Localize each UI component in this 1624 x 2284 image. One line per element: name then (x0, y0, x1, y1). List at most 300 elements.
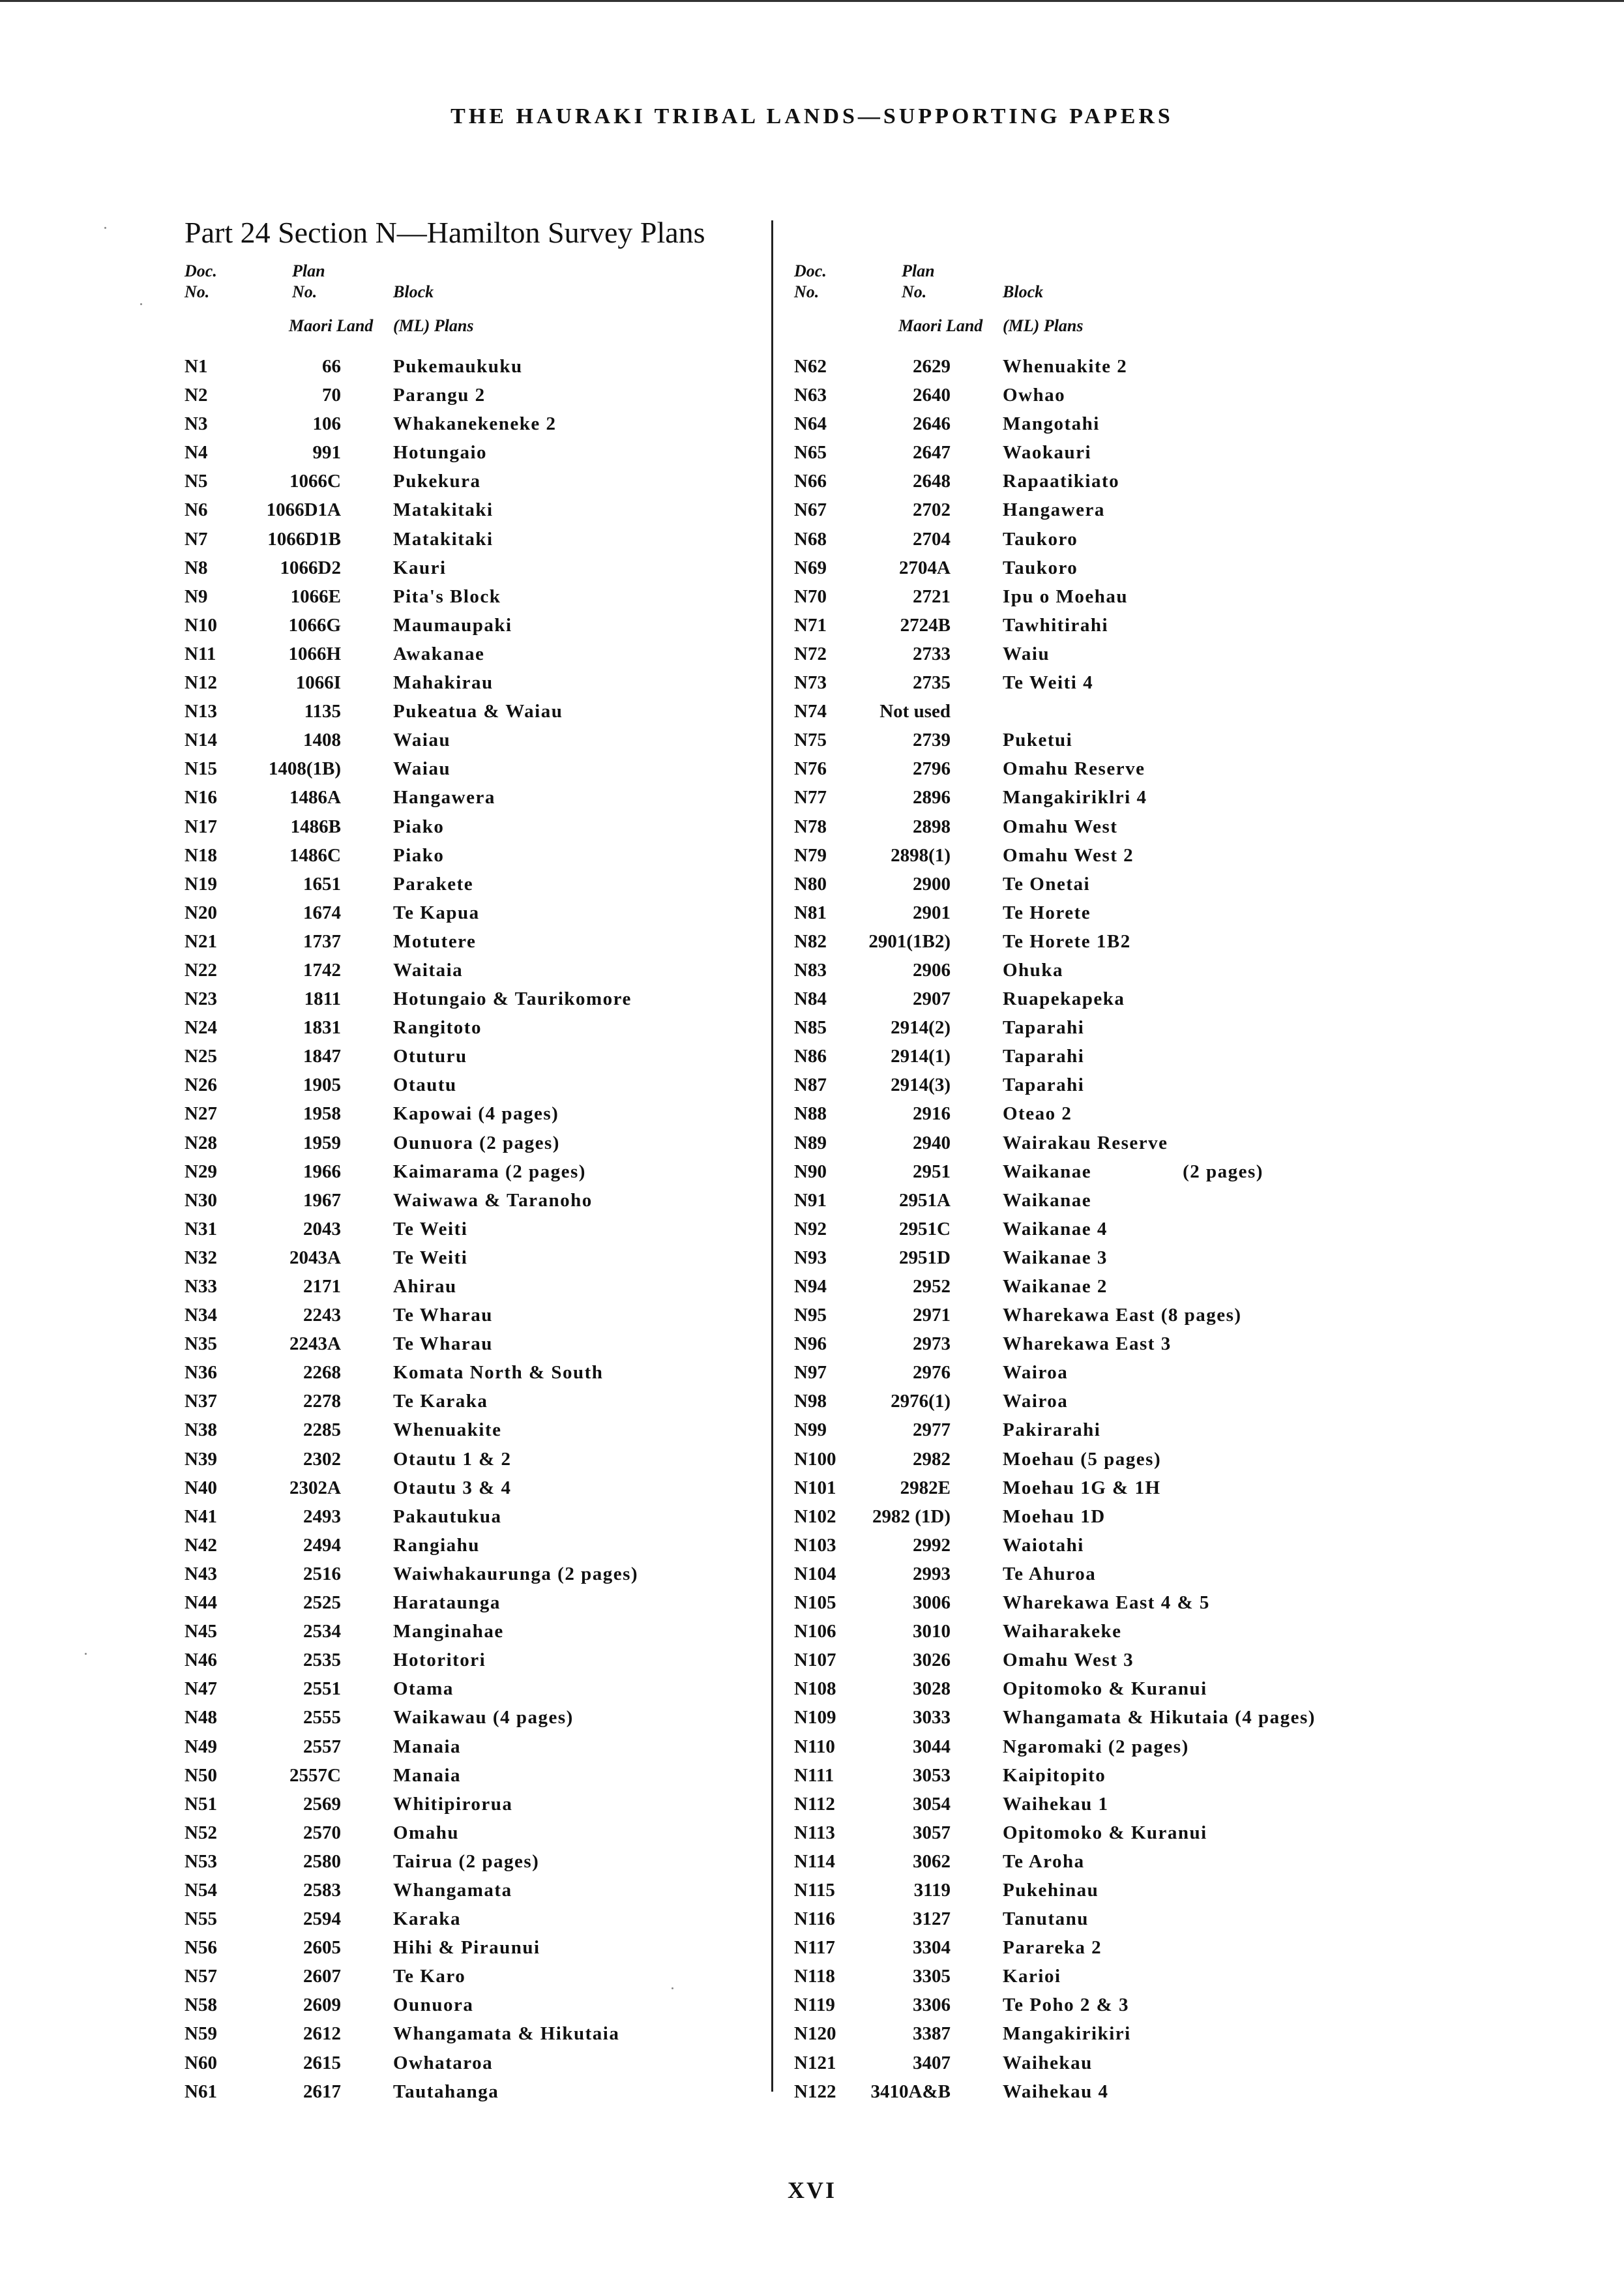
plan-number: 3119 (913, 1879, 951, 1901)
doc-number: N22 (185, 959, 217, 981)
doc-header (185, 261, 217, 303)
doc-number: N121 (794, 2052, 836, 2073)
doc-number: N7 (185, 528, 208, 550)
plan-number: 3054 (913, 1793, 951, 1815)
plan-number: 2534 (303, 1621, 341, 1642)
block-name: Whakanekeneke 2 (393, 413, 557, 435)
plan-number: 2278 (303, 1391, 341, 1412)
block-name: Manaia (393, 1764, 462, 1786)
block-name: Pukekura (393, 471, 481, 492)
plan-number: 2914(3) (891, 1075, 951, 1096)
plan-number: 3033 (913, 1707, 951, 1728)
plan-number: 2516 (303, 1563, 341, 1584)
scan-speck (140, 303, 142, 305)
block-name: Tautahanga (393, 2081, 499, 2102)
block-name: Waitaia (393, 959, 464, 981)
block-name: Waiotahi (1003, 1534, 1084, 1556)
doc-number: N116 (794, 1908, 835, 1930)
plan-number: 2982 (913, 1448, 951, 1470)
plan-number: 1486C (289, 844, 341, 866)
block-name: Moehau 1G & 1H (1003, 1477, 1161, 1498)
doc-number: N113 (794, 1822, 835, 1843)
plan-number: 2898(1) (891, 844, 951, 866)
doc-number: N104 (794, 1563, 836, 1584)
block-name: Waiwhakaurunga (2 pages) (393, 1563, 639, 1584)
plan-number: 2551 (303, 1678, 341, 1700)
plan-header-line1: Plan (292, 261, 325, 280)
doc-number: N26 (185, 1075, 217, 1096)
block-name: Whitipirorua (393, 1793, 513, 1815)
doc-number: N42 (185, 1534, 217, 1556)
block-name: Otautu (393, 1075, 457, 1096)
block-name: Pukemaukuku (393, 356, 523, 377)
doc-number: N60 (185, 2052, 217, 2073)
block-name: Omahu West 2 (1003, 844, 1134, 866)
block-name: Wairakau Reserve (1003, 1132, 1168, 1153)
plan-header-line1: Plan (902, 261, 935, 280)
block-name: Rapaatikiato (1003, 471, 1120, 492)
plan-number: 2043A (289, 1247, 341, 1268)
doc-number: N3 (185, 413, 208, 435)
doc-number: N20 (185, 902, 217, 923)
doc-number: N52 (185, 1822, 217, 1843)
plan-number: 2594 (303, 1908, 341, 1930)
block-name: Opitomoko & Kuranui (1003, 1678, 1207, 1700)
plan-number: 1066D1B (267, 528, 341, 550)
doc-number: N55 (185, 1908, 217, 1930)
doc-number: N114 (794, 1850, 835, 1872)
doc-number: N101 (794, 1477, 836, 1498)
plan-number: 2646 (913, 413, 951, 435)
block-name: Ngaromaki (2 pages) (1003, 1736, 1189, 1757)
block-name: Wharekawa East 4 & 5 (1003, 1592, 1210, 1614)
plan-number: 1135 (304, 701, 341, 722)
plan-number: 2607 (303, 1966, 341, 1987)
block-name: Pita's Block (393, 586, 501, 607)
doc-number: N18 (185, 844, 217, 866)
block-name: Te Kapua (393, 902, 480, 923)
plan-number: 2952 (913, 1276, 951, 1297)
doc-number: N15 (185, 758, 217, 780)
doc-number: N78 (794, 816, 827, 837)
block-name: Ohuka (1003, 959, 1063, 981)
plan-number: 2796 (913, 758, 951, 780)
plan-number: 2739 (913, 730, 951, 751)
block-name: Taparahi (1003, 1017, 1085, 1039)
plan-number: 1066C (289, 471, 341, 492)
plan-number: 2617 (303, 2081, 341, 2102)
plan-number: 1966 (303, 1161, 341, 1182)
ml-plans-subheading: (ML) Plans (393, 316, 474, 335)
plan-number: 2535 (303, 1650, 341, 1671)
block-name: Mangakiriklri 4 (1003, 787, 1147, 808)
block-name: Ipu o Moehau (1003, 586, 1129, 607)
plan-number: 1066D2 (280, 557, 341, 578)
block-name: Whangamata & Hikutaia (4 pages) (1003, 1707, 1316, 1728)
plan-number: 3387 (913, 2023, 951, 2045)
plan-number: 1066I (295, 672, 341, 694)
plan-number: 1651 (303, 873, 341, 895)
doc-number: N8 (185, 557, 208, 578)
block-name: Hangawera (393, 787, 495, 808)
doc-number: N33 (185, 1276, 217, 1297)
doc-number: N107 (794, 1650, 836, 1671)
plan-number: 1674 (303, 902, 341, 923)
doc-number: N61 (185, 2081, 217, 2102)
plan-number: 2907 (913, 988, 951, 1010)
block-name: Parareka 2 (1003, 1937, 1102, 1959)
block-name: Te Poho 2 & 3 (1003, 1995, 1130, 2016)
doc-number: N83 (794, 959, 827, 981)
plan-number: 2993 (913, 1563, 951, 1584)
plan-number: 2615 (303, 2052, 341, 2073)
column-divider (771, 220, 773, 2092)
block-name: Ahirau (393, 1276, 457, 1297)
plan-number: 1737 (303, 930, 341, 952)
plan-number: 2951A (899, 1189, 951, 1211)
doc-number: N72 (794, 643, 827, 664)
doc-number: N29 (185, 1161, 217, 1182)
block-name: Maumaupaki (393, 614, 512, 636)
doc-number: N38 (185, 1419, 217, 1441)
doc-number: N28 (185, 1132, 217, 1153)
plan-number: Not used (879, 701, 951, 722)
doc-number: N11 (185, 643, 216, 664)
block-name: Pakautukua (393, 1505, 502, 1527)
section-title: Part 24 Section N—Hamilton Survey Plans (185, 216, 705, 249)
plan-number: 2982E (900, 1477, 951, 1498)
block-name: Whenuakite 2 (1003, 356, 1128, 377)
plan-number: 2243A (289, 1333, 341, 1355)
doc-number: N120 (794, 2023, 836, 2045)
doc-number: N90 (794, 1161, 827, 1182)
block-name: Mangotahi (1003, 413, 1100, 435)
block-name: Pukeatua & Waiau (393, 701, 563, 722)
block-name: Moehau (5 pages) (1003, 1448, 1162, 1470)
doc-number: N102 (794, 1505, 836, 1527)
plan-number: 1066D1A (266, 499, 341, 521)
block-name: Rangiahu (393, 1534, 480, 1556)
plan-number: 3306 (913, 1995, 951, 2016)
plan-number: 2898 (913, 816, 951, 837)
doc-number: N88 (794, 1103, 827, 1125)
block-name: Waikawau (4 pages) (393, 1707, 574, 1728)
block-name: Otautu 3 & 4 (393, 1477, 512, 1498)
doc-number: N77 (794, 787, 827, 808)
plan-number: 2916 (913, 1103, 951, 1125)
block-name: Ruapekapeka (1003, 988, 1125, 1010)
plan-number: 2640 (913, 385, 951, 406)
plan-number: 1905 (303, 1075, 341, 1096)
plan-number: 1958 (303, 1103, 341, 1125)
block-name: Piako (393, 844, 445, 866)
plan-number: 2900 (913, 873, 951, 895)
doc-number: N76 (794, 758, 827, 780)
doc-number: N92 (794, 1218, 827, 1239)
plan-number: 2982 (1D) (872, 1505, 951, 1527)
scan-speck (672, 1987, 673, 1989)
doc-number: N103 (794, 1534, 836, 1556)
block-header: Block (393, 282, 434, 301)
block-name: Opitomoko & Kuranui (1003, 1822, 1207, 1843)
plan-number: 2570 (303, 1822, 341, 1843)
plan-number: 66 (322, 356, 341, 377)
plan-number: 1066G (288, 614, 341, 636)
block-name: Waikanae (2 pages) (1003, 1161, 1263, 1182)
doc-number: N112 (794, 1793, 835, 1815)
doc-number: N97 (794, 1362, 827, 1384)
doc-number: N31 (185, 1218, 217, 1239)
plan-number: 2951 (913, 1161, 951, 1182)
block-name: Te Weiti (393, 1218, 468, 1239)
block-name: Hotungaio (393, 442, 488, 464)
plan-number: 2493 (303, 1505, 341, 1527)
plan-number: 3006 (913, 1592, 951, 1614)
doc-header-line1: Doc. (794, 261, 827, 280)
plan-number: 3305 (913, 1966, 951, 1987)
doc-number: N73 (794, 672, 827, 694)
block-name: Kaimarama (2 pages) (393, 1161, 586, 1182)
block-name: Waikanae 3 (1003, 1247, 1108, 1268)
block-name: Whenuakite (393, 1419, 502, 1441)
doc-number: N63 (794, 385, 827, 406)
doc-number: N30 (185, 1189, 217, 1211)
block-name: Waikanae 2 (1003, 1276, 1108, 1297)
block-name: Otama (393, 1678, 454, 1700)
block-name: Mahakirau (393, 672, 494, 694)
block-name: Moehau 1D (1003, 1505, 1106, 1527)
plan-number: 1831 (303, 1017, 341, 1039)
doc-number: N19 (185, 873, 217, 895)
block-name: Waikanae (1003, 1189, 1092, 1211)
plan-number: 2555 (303, 1707, 341, 1728)
doc-number: N39 (185, 1448, 217, 1470)
plan-number: 2569 (303, 1793, 341, 1815)
doc-number: N14 (185, 730, 217, 751)
doc-number: N54 (185, 1879, 217, 1901)
doc-number: N108 (794, 1678, 836, 1700)
plan-number: 2647 (913, 442, 951, 464)
block-name: Wharekawa East (8 pages) (1003, 1305, 1242, 1326)
block-name: Te Weiti 4 (1003, 672, 1094, 694)
block-name: Waiau (393, 730, 451, 751)
block-name: Te Karo (393, 1966, 466, 1987)
plan-number: 3053 (913, 1764, 951, 1786)
block-name: Waiharakeke (1003, 1621, 1122, 1642)
block-name: Pakirarahi (1003, 1419, 1101, 1441)
doc-number: N81 (794, 902, 827, 923)
block-name: Motutere (393, 930, 477, 952)
doc-number: N21 (185, 930, 217, 952)
block-name: Taukoro (1003, 528, 1078, 550)
doc-number: N27 (185, 1103, 217, 1125)
doc-number: N91 (794, 1189, 827, 1211)
doc-number: N85 (794, 1017, 827, 1039)
doc-number: N43 (185, 1563, 217, 1584)
plan-number: 2648 (913, 471, 951, 492)
doc-number: N105 (794, 1592, 836, 1614)
doc-number: N32 (185, 1247, 217, 1268)
block-name: Te Onetai (1003, 873, 1091, 895)
block-name: Tawhitirahi (1003, 614, 1109, 636)
doc-number: N5 (185, 471, 208, 492)
doc-number: N68 (794, 528, 827, 550)
block-name: Tanutanu (1003, 1908, 1089, 1930)
plan-number: 3057 (913, 1822, 951, 1843)
doc-number: N84 (794, 988, 827, 1010)
doc-number: N1 (185, 356, 208, 377)
plan-number: 2724B (900, 614, 951, 636)
plan-header-line2: No. (292, 282, 317, 301)
plan-number: 2583 (303, 1879, 341, 1901)
block-name: Waihekau 1 (1003, 1793, 1109, 1815)
block-name: Waikanae 4 (1003, 1218, 1108, 1239)
plan-header-line2: No. (902, 282, 927, 301)
doc-number: N69 (794, 557, 827, 578)
block-name: Whangamata & Hikutaia (393, 2023, 620, 2045)
plan-number: 2525 (303, 1592, 341, 1614)
maori-land-subheading: Maori Land (289, 316, 374, 335)
plan-number: 2629 (913, 356, 951, 377)
plan-number: 2735 (913, 672, 951, 694)
doc-number: N13 (185, 701, 217, 722)
plan-number: 3062 (913, 1850, 951, 1872)
plan-number: 1847 (303, 1046, 341, 1067)
block-name: Oteao 2 (1003, 1103, 1072, 1125)
doc-number: N36 (185, 1362, 217, 1384)
doc-number: N49 (185, 1736, 217, 1757)
doc-number: N6 (185, 499, 208, 521)
plan-number: 2901 (913, 902, 951, 923)
scan-speck (85, 1653, 87, 1655)
block-name: Ounuora (2 pages) (393, 1132, 560, 1153)
plan-number: 2992 (913, 1534, 951, 1556)
plan-number: 1066H (288, 643, 341, 664)
top-rule (0, 0, 1624, 2)
plan-number: 2704A (899, 557, 951, 578)
block-name: Taparahi (1003, 1075, 1085, 1096)
plan-number: 2940 (913, 1132, 951, 1153)
doc-number: N75 (794, 730, 827, 751)
block-name: Hihi & Piraunui (393, 1937, 540, 1959)
doc-number: N106 (794, 1621, 836, 1642)
scan-speck (104, 227, 106, 229)
plan-number: 106 (312, 413, 341, 435)
plan-number: 2914(1) (891, 1046, 951, 1067)
running-head: THE HAURAKI TRIBAL LANDS—SUPPORTING PAPERS (450, 104, 1174, 128)
doc-number: N56 (185, 1937, 217, 1959)
plan-header (292, 261, 325, 303)
block-name: Taparahi (1003, 1046, 1085, 1067)
plan-number: 2896 (913, 787, 951, 808)
plan-number: 2721 (913, 586, 951, 607)
block-name: Parangu 2 (393, 385, 486, 406)
doc-number: N93 (794, 1247, 827, 1268)
doc-number: N82 (794, 930, 827, 952)
doc-number: N24 (185, 1017, 217, 1039)
plan-number: 2977 (913, 1419, 951, 1441)
block-name: Ounuora (393, 1995, 474, 2016)
block-name: Tairua (2 pages) (393, 1850, 540, 1872)
plan-number: 3028 (913, 1678, 951, 1700)
plan-number: 2580 (303, 1850, 341, 1872)
block-name: Te Ahuroa (1003, 1563, 1097, 1584)
block-name: Waiau (393, 758, 451, 780)
block-name: Omahu Reserve (1003, 758, 1145, 780)
plan-number: 1959 (303, 1132, 341, 1153)
block-name: Hotungaio & Taurikomore (393, 988, 632, 1010)
plan-number: 2609 (303, 1995, 341, 2016)
block-name: Otautu 1 & 2 (393, 1448, 512, 1470)
doc-number: N47 (185, 1678, 217, 1700)
plan-number: 2971 (913, 1305, 951, 1326)
plan-number: 2906 (913, 959, 951, 981)
plan-number: 3127 (913, 1908, 951, 1930)
block-name: Owhao (1003, 385, 1066, 406)
block-name: Karaka (393, 1908, 462, 1930)
plan-number: 2976 (913, 1362, 951, 1384)
doc-number: N89 (794, 1132, 827, 1153)
block-name: Te Wharau (393, 1305, 493, 1326)
block-header: Block (1003, 282, 1044, 301)
doc-number: N34 (185, 1305, 217, 1326)
block-name: Matakitaki (393, 528, 494, 550)
block-name: Awakanae (393, 643, 485, 664)
plan-number: 2901(1B2) (868, 930, 951, 952)
plan-number: 1486A (289, 787, 341, 808)
doc-number: N58 (185, 1995, 217, 2016)
doc-number: N12 (185, 672, 217, 694)
block-name: Whangamata (393, 1879, 512, 1901)
plan-number: 2704 (913, 528, 951, 550)
doc-number: N109 (794, 1707, 836, 1728)
doc-number: N16 (185, 787, 217, 808)
doc-number: N37 (185, 1391, 217, 1412)
plan-number: 2243 (303, 1305, 341, 1326)
block-name: Hangawera (1003, 499, 1105, 521)
plan-number: 3304 (913, 1937, 951, 1959)
plan-number: 2914(2) (891, 1017, 951, 1039)
maori-land-subheading: Maori Land (898, 316, 983, 335)
plan-number: 3410A&B (870, 2081, 951, 2102)
doc-number: N118 (794, 1966, 835, 1987)
plan-number: 2171 (303, 1276, 341, 1297)
doc-number: N110 (794, 1736, 835, 1757)
block-name: Taukoro (1003, 557, 1078, 578)
block-name: Rangitoto (393, 1017, 482, 1039)
doc-number: N17 (185, 816, 217, 837)
block-name: Waihekau (1003, 2052, 1093, 2073)
block-name: Te Wharau (393, 1333, 493, 1355)
plan-number: 2557C (289, 1764, 341, 1786)
page-number: XVI (787, 2177, 836, 2203)
plan-number: 2494 (303, 1534, 341, 1556)
block-name: Kaipitopito (1003, 1764, 1106, 1786)
plan-number: 2302A (289, 1477, 341, 1498)
doc-number: N98 (794, 1391, 827, 1412)
plan-number: 2557 (303, 1736, 341, 1757)
block-name: Matakitaki (393, 499, 494, 521)
doc-number: N71 (794, 614, 827, 636)
doc-header-line2: No. (185, 282, 210, 301)
doc-number: N9 (185, 586, 208, 607)
doc-header (794, 261, 827, 303)
block-name: Karioi (1003, 1966, 1061, 1987)
doc-number: N87 (794, 1075, 827, 1096)
plan-number: 1811 (304, 988, 341, 1010)
plan-number: 3044 (913, 1736, 951, 1757)
plan-number: 2605 (303, 1937, 341, 1959)
